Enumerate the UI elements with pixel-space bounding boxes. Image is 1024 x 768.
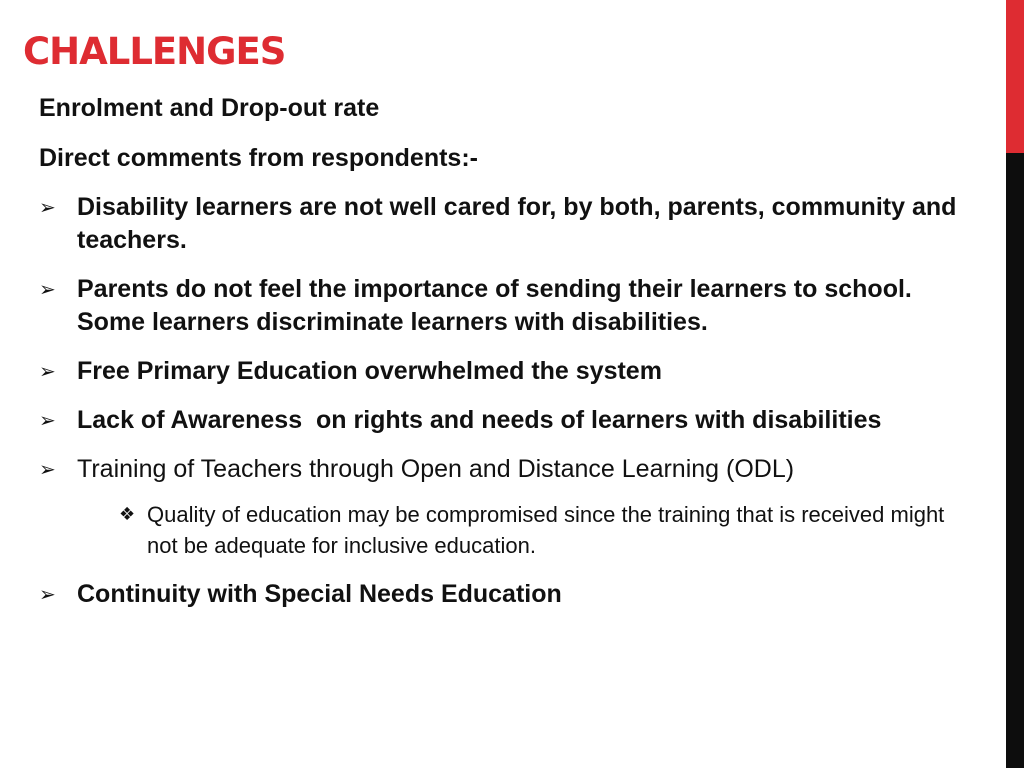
bullet-text: Continuity with Special Needs Education: [77, 580, 562, 608]
bullet-item: [39, 578, 979, 611]
slide-title: CHALLENGES: [23, 30, 286, 73]
arrow-bullet-icon: ➢: [39, 457, 56, 481]
side-accent-bar: [1006, 0, 1024, 768]
bullet-text: Lack of Awareness on rights and needs of learners with disabilities: [77, 406, 882, 434]
bullet-item: [39, 453, 979, 486]
bullet-item: [39, 191, 979, 257]
bullet-item: [39, 355, 979, 388]
bullet-text: Parents do not feel the importance of sending their learners to school. Some learners discriminate learners with disabilities.: [77, 275, 912, 336]
sub-bullet-text: Quality of education may be compromised since the training that is received might not be adequate for inclusive education.: [147, 502, 945, 558]
bullet-text: Training of Teachers through Open and Distance Learning (ODL): [77, 455, 795, 483]
section-heading-comments: Direct comments from respondents:-: [39, 144, 478, 172]
bullet-item: [39, 273, 979, 339]
arrow-bullet-icon: ➢: [39, 277, 56, 301]
arrow-bullet-icon: ➢: [39, 195, 56, 219]
slide-body: [39, 92, 979, 627]
side-bar-red-segment: [1006, 0, 1024, 153]
arrow-bullet-icon: ➢: [39, 359, 56, 383]
arrow-bullet-icon: ➢: [39, 582, 56, 606]
bullet-item: [39, 404, 979, 437]
arrow-bullet-icon: ➢: [39, 408, 56, 432]
bullet-text: Free Primary Education overwhelmed the system: [77, 357, 662, 385]
side-bar-black-segment: [1006, 153, 1024, 768]
bullet-text: Disability learners are not well cared for, by both, parents, community and teachers.: [77, 193, 957, 254]
section-heading-enrolment: Enrolment and Drop-out rate: [39, 94, 380, 122]
diamond-bullet-icon: ❖: [119, 504, 136, 525]
sub-bullet-item: [119, 499, 979, 561]
